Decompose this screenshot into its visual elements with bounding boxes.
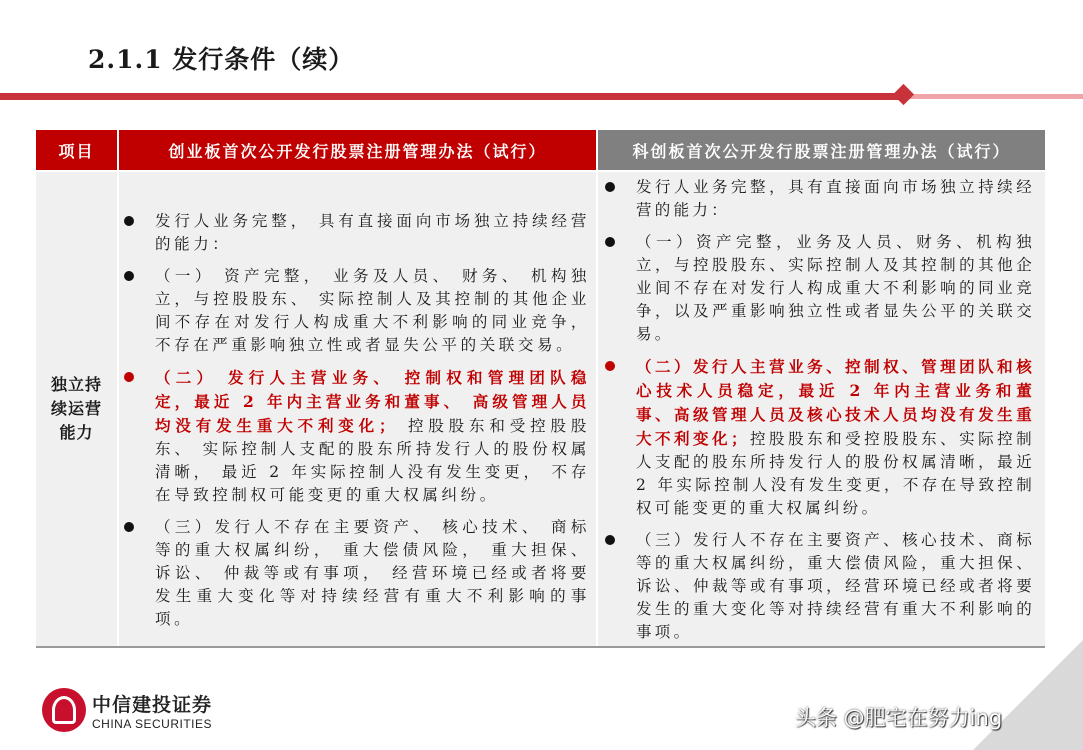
list-item [636,176,1035,222]
item-text: 控股股东和受控股股东、实际控制人支配的股东所持发行人的股份权属清晰，最近 2 年实际控制人没有发生变更，不存在导致控制权可能变更的重大权属纠纷。 [636,430,1035,517]
item-text: （三）发行人不存在主要资产、 核心技术、 商标等的重大权属纠纷， 重大偿债风险， 重大担保、 诉讼、 仲裁等或有事项， 经营环境已经或者将要发生重大变化等对持续经营有重大不利影响的事项。 [155,518,590,628]
star-market-cell [598,172,1045,646]
page-title: 2.1.1 发行条件（续） [88,45,355,74]
header-star-market: 科创板首次公开发行股票注册管理办法（试行） [598,130,1045,170]
citic-logo-icon [42,688,86,732]
row-label: 独立持续运营能力 [50,375,102,442]
list-item [155,210,590,256]
item-highlight: （二） 发行人主营业务、 控制权和管理团队稳定，最近 2 年内主营业务和董事、 高级管理人员均没有发生重大不利变化； [155,368,590,435]
logo-cn-text: 中信建投证券 [92,693,213,716]
title-divider-tail [905,94,1083,99]
company-logo [42,688,212,732]
chinext-list [119,210,596,640]
header-item: 项目 [36,130,117,170]
diamond-marker-icon [893,84,914,105]
corner-decoration [973,640,1083,750]
item-text: （一） 资产完整， 业务及人员、 财务、 机构独立，与控股股东、 实际控制人及其控制的其他企业间不存在对发行人构成重大不利影响的同业竞争， 不存在严重影响独立性或者显失公平的关联交易。 [155,267,590,354]
item-text: 控股股东和受控股股东、 实际控制人支配的股东所持发行人的股份权属清晰， 最近 2 年实际控制人没有发生变更， 不存在导致控制权可能变更的重大权属纠纷。 [155,417,590,504]
title-divider [0,93,900,100]
list-item [636,529,1035,644]
list-item [636,355,1035,520]
item-text: （一）资产完整，业务及人员、财务、机构独立，与控股股东、实际控制人及其控制的其他企业间不存在对发行人构成重大不利影响的同业竞争，以及严重影响独立性或者显失公平的关联交易。 [636,233,1035,343]
bullet-icon [124,372,134,382]
watermark: 头条 @肥宅在努力ing [795,706,1003,730]
bullet-icon [124,522,134,532]
header-chinext: 创业板首次公开发行股票注册管理办法（试行） [119,130,596,170]
bullet-icon [605,361,615,371]
item-text: （三）发行人不存在主要资产、核心技术、商标等的重大权属纠纷，重大偿债风险，重大担保、诉讼、仲裁等或有事项，经营环境已经或者将要发生的重大变化等对持续经营有重大不利影响的事项。 [636,531,1035,641]
comparison-table [36,130,1045,648]
bullet-icon [124,271,134,281]
item-text: 发行人业务完整，具有直接面向市场独立持续经营的能力： [636,178,1035,219]
list-item [636,231,1035,346]
bullet-icon [605,237,615,247]
bullet-icon [605,535,615,545]
logo-en-text: CHINA SECURITIES [92,716,213,731]
star-market-list [598,176,1045,653]
list-item [155,516,590,631]
chinext-cell [119,172,596,646]
list-item [155,366,590,507]
item-highlight: （二）发行人主营业务、控制权、管理团队和核心技术人员稳定，最近 2 年内主营业务和董事、高级管理人员及核心技术人员均没有发生重大不利变化； [636,357,1035,448]
row-label-cell [36,172,117,646]
bullet-icon [605,182,615,192]
bullet-icon [124,216,134,226]
list-item [155,265,590,357]
item-text: 发行人业务完整， 具有直接面向市场独立持续经营的能力： [155,212,590,253]
